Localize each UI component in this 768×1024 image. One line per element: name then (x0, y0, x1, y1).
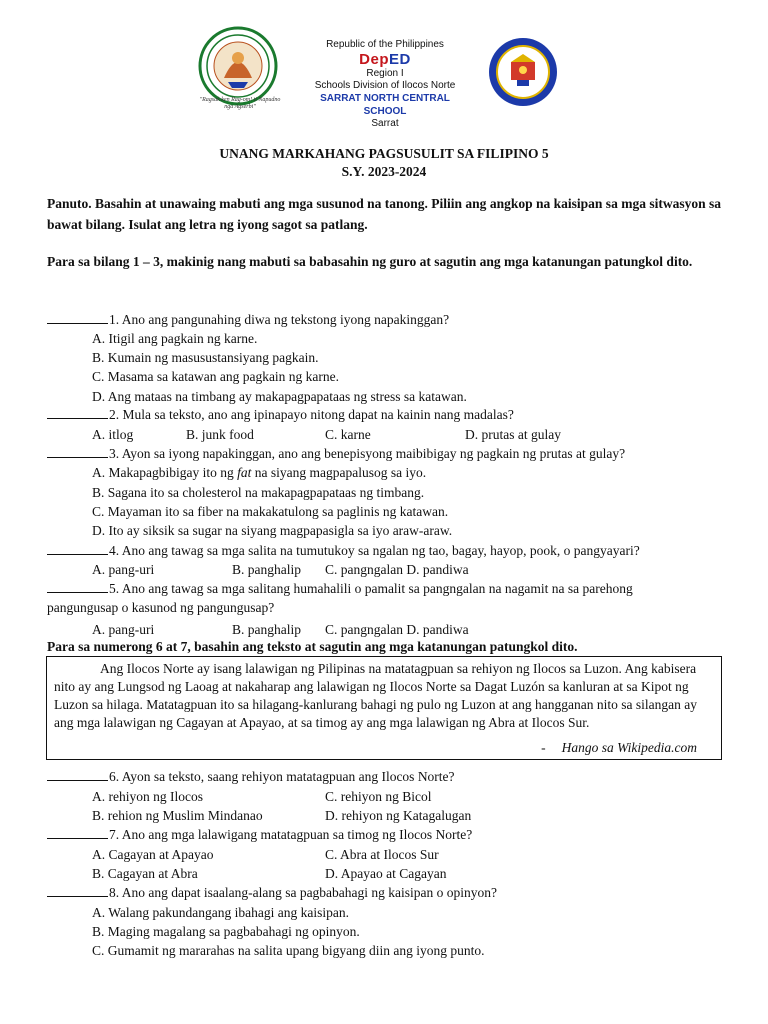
school-header (300, 38, 470, 130)
q6-option-b: B. rehion ng Muslim Mindanao (92, 808, 263, 823)
answer-blank-8[interactable] (47, 884, 108, 897)
reading-passage-box (46, 656, 722, 760)
q6-option-c: C. rehiyon ng Bicol (325, 789, 432, 804)
q7-option-c: C. Abra at Ilocos Sur (325, 847, 439, 862)
q8-option-c: C. Gumamit ng mararahas na salita upang bigyang diin ang iyong punto. (92, 943, 485, 958)
question-5: 5. Ano ang tawag sa mga salitang humahalili o pamalit sa pangngalan na nagamit na sa parehong (47, 579, 633, 598)
school-seal-logo (487, 36, 559, 108)
q6-option-d: D. rehiyon ng Katagalugan (325, 808, 472, 823)
q2-option-b: B. junk food (186, 427, 254, 442)
division-text: Schools Division of Ilocos Norte (314, 80, 456, 91)
panuto-instructions: Panuto. Basahin at unawaing mabuti ang mga susunod na tanong. Piliin ang angkop na kaisipan sa mga sitwasyon sa bawat bilang. Isulat ang letra ng iyong sagot sa patlang. (47, 196, 721, 232)
q4-option-b: B. panghalip (232, 562, 301, 577)
answer-blank-5[interactable] (47, 580, 108, 593)
listening-instructions: Para sa bilang 1 – 3, makinig nang mabuti sa babasahin ng guro at sagutin ang mga katanungan patungkol dito. (47, 254, 693, 269)
school-name: SARRAT NORTH CENTRAL SCHOOL (320, 93, 450, 117)
q3-option-a: A. Makapagbibigay ito ng fat na siyang magpapalusog sa iyo. (92, 465, 427, 480)
question-4: 4. Ano ang tawag sa mga salita na tumutukoy sa ngalan ng tao, bagay, hayop, pook, o pangyayari? (47, 541, 640, 560)
question-7: 7. Ano ang mga lalawigang matatagpuan sa timog ng Ilocos Norte? (47, 825, 472, 844)
q7-option-b: B. Cagayan at Abra (92, 866, 198, 881)
question-1: 1. Ano ang pangunahing diwa ng tekstong iyong napakinggan? (47, 310, 449, 329)
q1-option-c: C. Masama sa katawan ang pagkain ng karne. (92, 369, 340, 384)
q5-option-b: B. panghalip (232, 622, 301, 637)
q1-option-b: B. Kumain ng masusustansiyang pagkain. (92, 350, 319, 365)
republic-text: Republic of the Philippines (326, 39, 444, 50)
division-motto: "Ragsak ken Rag-om! ti Napudno nga Agserbi" (199, 97, 281, 110)
answer-blank-2[interactable] (47, 406, 108, 419)
question-2: 2. Mula sa teksto, ano ang ipinapayo nitong dapat na kainin nang madalas? (47, 405, 514, 424)
q3-option-c: C. Mayaman ito sa fiber na makakatulong sa paglinis ng katawan. (92, 504, 449, 519)
answer-blank-6[interactable] (47, 768, 108, 781)
question-8: 8. Ano ang dapat isaalang-alang sa pagbabahagi ng kaisipan o opinyon? (47, 883, 497, 902)
passage-text: Ang Ilocos Norte ay isang lalawigan ng Pilipinas na matatagpuan sa rehiyon ng Ilocos sa Luzon. Ang kabisera nito ay ang Lungsod ng Laoag at nakaharap ang lalawigan ng Ilocos Norte sa Dagat Luzón sa kanluran at sa Kipot ng Luzon sa hilaga. Matatagpuan ito sa hilagang-kanlurang bahagi ng pulo ng Luzon at ang hangganan nito sa silangan ay ang mga lalawigan ng Cagayan at Apayao, at sa timog ay ang mga lalawigan ng Abra at Ilocos Sur. (54, 661, 697, 730)
q7-option-a: A. Cagayan at Apayao (92, 847, 214, 862)
school-year: S.Y. 2023-2024 (341, 164, 427, 179)
town-text: Sarrat (371, 118, 399, 129)
q5-option-cd: C. pangngalan D. pandiwa (325, 622, 469, 637)
region-text: Region I (366, 68, 404, 79)
q7-option-d: D. Apayao at Cagayan (325, 866, 447, 881)
question-3: 3. Ayon sa iyong napakinggan, ano ang benepisyong maibibigay ng pagkain ng prutas at gulay? (47, 444, 625, 463)
deped-logo: DepED (359, 51, 411, 68)
answer-blank-4[interactable] (47, 542, 108, 555)
reading-instructions: Para sa numerong 6 at 7, basahin ang teksto at sagutin ang mga katanungan patungkol dito. (47, 639, 578, 654)
q4-option-a: A. pang-uri (92, 562, 155, 577)
q5-option-a: A. pang-uri (92, 622, 155, 637)
passage-source: - Hango sa Wikipedia.com (541, 740, 697, 755)
deped-division-seal-logo (198, 26, 278, 106)
exam-title: UNANG MARKAHANG PAGSUSULIT SA FILIPINO 5 (219, 146, 549, 161)
q4-option-cd: C. pangngalan D. pandiwa (325, 562, 469, 577)
question-6: 6. Ayon sa teksto, saang rehiyon matatagpuan ang Ilocos Norte? (47, 767, 455, 786)
q8-option-b: B. Maging magalang sa pagbabahagi ng opinyon. (92, 924, 360, 939)
q1-option-d: D. Ang mataas na timbang ay makapagpapataas ng stress sa katawan. (92, 389, 467, 404)
answer-blank-1[interactable] (47, 311, 108, 324)
q3-option-d: D. Ito ay siksik sa sugar na siyang magpapasigla sa iyo araw-araw. (92, 523, 453, 538)
q2-option-c: C. karne (325, 427, 371, 442)
q2-option-d: D. prutas at gulay (465, 427, 561, 442)
q2-option-a: A. itlog (92, 427, 134, 442)
q3-option-b: B. Sagana ito sa cholesterol na makapagpapataas ng timbang. (92, 485, 425, 500)
answer-blank-7[interactable] (47, 826, 108, 839)
answer-blank-3[interactable] (47, 445, 108, 458)
q8-option-a: A. Walang pakundangang ibahagi ang kaisipan. (92, 905, 349, 920)
q6-option-a: A. rehiyon ng Ilocos (92, 789, 203, 804)
question-5-cont: pangungusap o kasunod ng pangungusap? (47, 600, 275, 615)
q1-option-a: A. Itigil ang pagkain ng karne. (92, 331, 258, 346)
